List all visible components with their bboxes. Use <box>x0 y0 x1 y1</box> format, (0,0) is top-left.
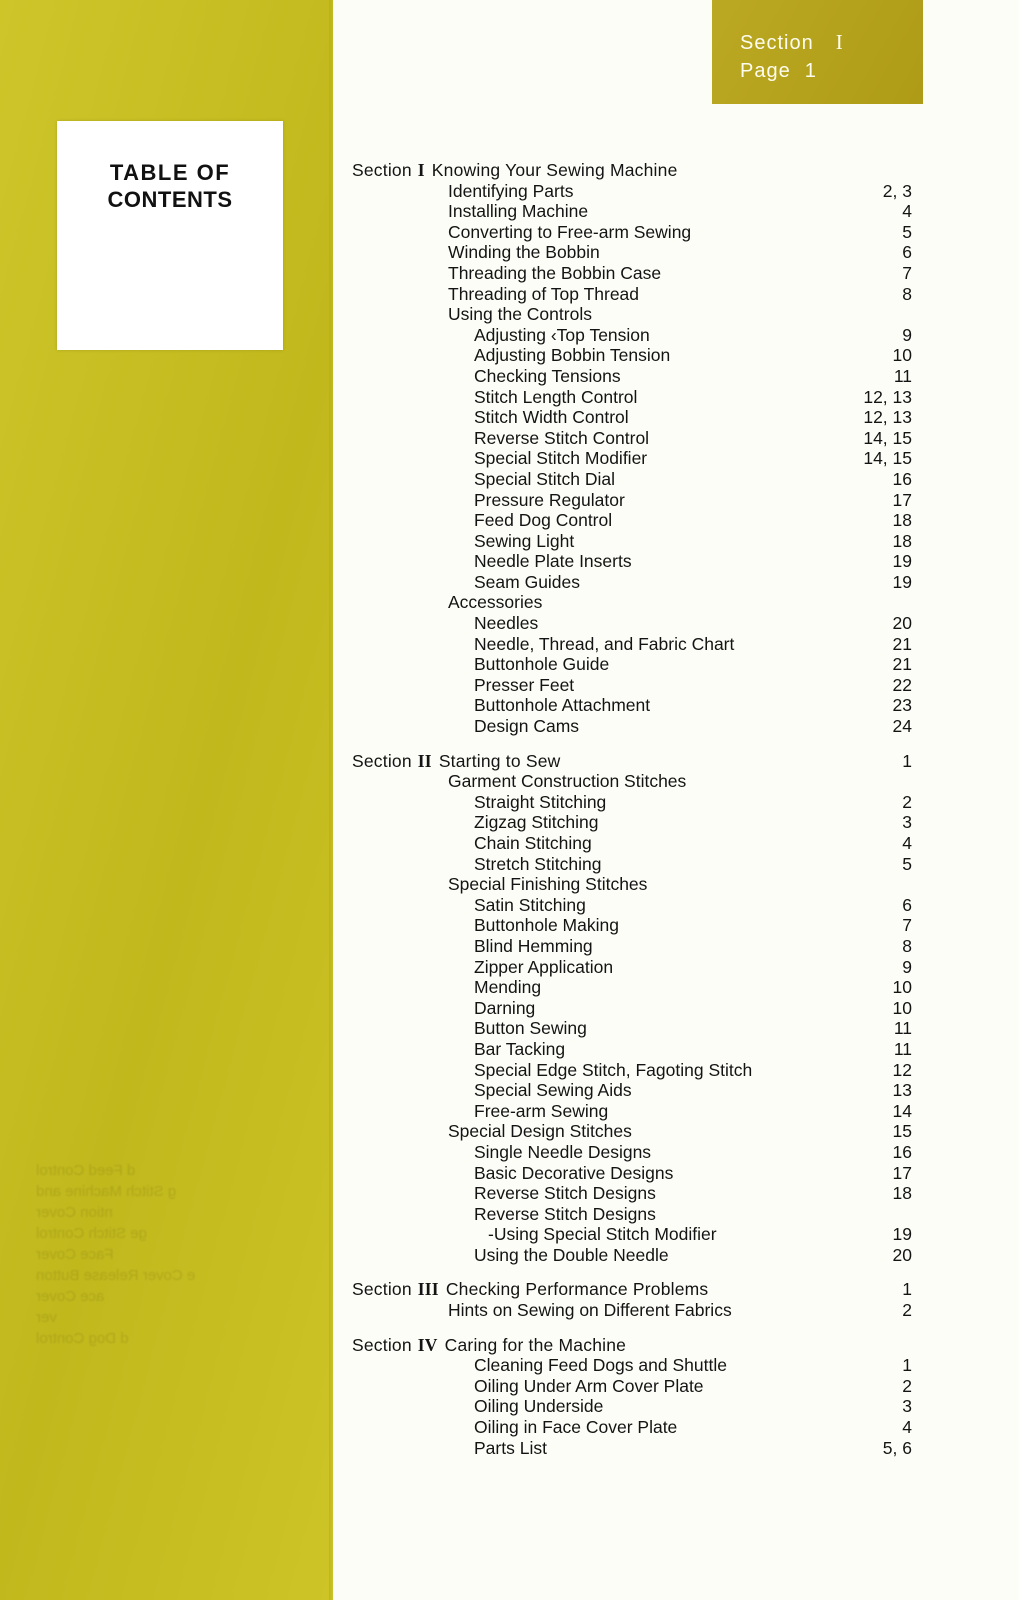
toc-entry-page-number: 22 <box>892 674 912 695</box>
dot-leader <box>597 952 896 953</box>
dot-leader <box>584 587 891 588</box>
dot-leader <box>617 972 896 973</box>
toc-entry-row[interactable] <box>352 1396 912 1417</box>
toc-entry-label: Garment Construction Stitches <box>448 771 687 792</box>
toc-entry-page-number: 18 <box>892 1183 912 1204</box>
toc-entry-row[interactable] <box>352 531 912 552</box>
toc-entry-page-number: 20 <box>892 1244 912 1265</box>
toc-entry-label: Blind Hemming <box>474 935 593 956</box>
toc-entry-label: Using the Controls <box>448 304 592 325</box>
toc-entry-page-number: 8 <box>902 935 912 956</box>
toc-entry-row[interactable] <box>352 1438 912 1459</box>
toc-entry-label: Buttonhole Guide <box>474 654 610 675</box>
toc-entry-page-number: 17 <box>892 489 912 510</box>
toc-entry-page-number: 19 <box>892 1224 912 1245</box>
toc-entry-row[interactable] <box>352 915 912 936</box>
toc-entry-label: Using the Double Needle <box>474 1244 669 1265</box>
toc-entry-row[interactable] <box>352 1417 912 1438</box>
dot-leader <box>708 1391 896 1392</box>
toc-entry-row[interactable] <box>352 1376 912 1397</box>
toc-entry-label: Parts List <box>474 1437 547 1458</box>
section-spacer <box>352 1321 912 1335</box>
toc-entry-row[interactable] <box>352 654 912 675</box>
toc-entry-label: Oiling Under Arm Cover Plate <box>474 1375 704 1396</box>
dot-leader <box>736 1316 896 1317</box>
toc-entry-label: Design Cams <box>474 716 580 737</box>
toc-entry-page-number: 14, 15 <box>863 448 912 469</box>
toc-entry-row[interactable] <box>352 1300 912 1321</box>
section-title: Caring for the Machine <box>444 1334 627 1355</box>
header-page-number: 1 <box>804 60 817 82</box>
dot-leader <box>564 766 896 767</box>
toc-entry-page-number: 18 <box>892 530 912 551</box>
toc-entry-row[interactable] <box>352 490 912 511</box>
toc-entry-row[interactable] <box>352 325 912 346</box>
toc-entry-page-number: 17 <box>892 1162 912 1183</box>
toc-entry-row[interactable] <box>352 1080 912 1101</box>
toc-entry-page-number: 19 <box>892 571 912 592</box>
toc-entry-label: -Using Special Stitch Modifier <box>488 1224 717 1245</box>
toc-entry-row[interactable] <box>352 407 912 428</box>
toc-entry-label: Special Stitch Modifier <box>474 448 648 469</box>
toc-entry-label: Special Sewing Aids <box>474 1080 632 1101</box>
toc-entry-label: Threading of Top Thread <box>448 283 640 304</box>
section-title: Checking Performance Problems <box>445 1279 709 1300</box>
toc-entry-label: Winding the Bobbin <box>448 242 600 263</box>
page-title <box>57 159 283 213</box>
dot-leader <box>542 629 890 630</box>
header-page-label: Page <box>740 60 791 82</box>
toc-entry-page-number: 4 <box>902 833 912 853</box>
section-word: Section <box>352 750 412 771</box>
toc-entry-label: Buttonhole Making <box>474 915 619 936</box>
toc-entry-label: Oiling in Face Cover Plate <box>474 1417 678 1438</box>
toc-entry-label: Stitch Width Control <box>474 407 629 428</box>
section-heading-label <box>352 160 678 181</box>
dot-leader <box>673 1260 891 1261</box>
toc-entry-label: Basic Decorative Designs <box>474 1162 674 1183</box>
toc-entry-row[interactable] <box>352 469 912 490</box>
toc-entry-label: Stitch Length Control <box>474 386 638 407</box>
section-heading-label <box>352 751 560 772</box>
toc-entry-row[interactable] <box>352 345 912 366</box>
dot-leader <box>655 1158 890 1159</box>
toc-entry-label: Special Edge Stitch, Fagoting Stitch <box>474 1059 753 1080</box>
dot-leader <box>636 1137 891 1138</box>
section-roman-numeral: IV <box>417 1334 438 1355</box>
toc-entry-row[interactable] <box>352 874 912 895</box>
toc-entry-row[interactable] <box>352 1142 912 1163</box>
toc-entry-row[interactable] <box>352 812 912 833</box>
dot-leader <box>721 1240 891 1241</box>
header-page-line <box>740 60 817 83</box>
toc-entry-row[interactable] <box>352 1018 912 1039</box>
header-section-roman: I <box>835 30 843 54</box>
dot-leader <box>577 196 880 197</box>
dot-leader <box>591 1034 892 1035</box>
dot-leader <box>712 1295 896 1296</box>
toc-entry-page-number: 24 <box>892 716 912 737</box>
toc-entry-page-number: 9 <box>902 324 912 345</box>
toc-entry-label: Accessories <box>448 592 543 613</box>
toc-entry-label: Single Needle Designs <box>474 1141 652 1162</box>
dot-leader <box>665 279 896 280</box>
toc-entry-row[interactable] <box>352 592 912 613</box>
section-heading-row[interactable] <box>352 160 912 181</box>
toc-entry-label: Needle Plate Inserts <box>474 551 632 572</box>
ghost-line: g Stitch Machine and <box>36 1183 177 1200</box>
toc-entry-row[interactable] <box>352 428 912 449</box>
toc-entry-label: Checking Tensions <box>474 365 621 386</box>
toc-entry-row[interactable] <box>352 222 912 243</box>
toc-entry-row[interactable] <box>352 510 912 531</box>
toc-entry-label: Mending <box>474 977 542 998</box>
dot-leader <box>545 993 890 994</box>
toc-entry-list <box>352 160 912 1458</box>
toc-entry-page-number: 4 <box>902 1417 912 1438</box>
toc-entry-label: Zipper Application <box>474 956 614 977</box>
dot-leader <box>610 807 896 808</box>
toc-entry-page-number: 1 <box>902 750 912 771</box>
toc-entry-page-number: 12, 13 <box>863 386 912 407</box>
ghost-line: ge Stitch Control <box>36 1225 147 1242</box>
toc-entry-label: Zigzag Stitching <box>474 812 599 833</box>
toc-entry-row[interactable] <box>352 304 912 325</box>
toc-entry-page-number: 9 <box>902 956 912 977</box>
toc-entry-page-number: 1 <box>902 1355 912 1376</box>
toc-entry-row[interactable] <box>352 448 912 469</box>
toc-entry-row[interactable] <box>352 387 912 408</box>
toc-entry-page-number: 1 <box>902 1279 912 1300</box>
toc-entry-row[interactable] <box>352 895 912 916</box>
toc-entry-row[interactable] <box>352 1163 912 1184</box>
toc-entry-page-number: 6 <box>902 894 912 915</box>
section-roman-numeral: II <box>417 750 432 771</box>
toc-entry-label: Installing Machine <box>448 201 589 222</box>
dot-leader <box>641 402 861 403</box>
ghost-line: e Cover Release Button <box>36 1267 196 1284</box>
section-title: Starting to Sew <box>438 750 561 771</box>
section-page-header-block <box>712 0 923 104</box>
dot-leader <box>612 1116 890 1117</box>
toc-entry-row[interactable] <box>352 1121 912 1142</box>
toc-entry-page-number: 23 <box>892 695 912 716</box>
toc-entry-page-number: 3 <box>902 812 912 833</box>
toc-entry-page-number: 4 <box>902 201 912 222</box>
toc-entry-page-number: 20 <box>892 613 912 634</box>
section-title: Knowing Your Sewing Machine <box>431 160 678 180</box>
dot-leader <box>633 423 862 424</box>
toc-entry-page-number: 3 <box>902 1396 912 1417</box>
toc-entry-page-number: 13 <box>892 1080 912 1101</box>
toc-entry-page-number: 14 <box>892 1100 912 1121</box>
section-heading-row[interactable] <box>352 1279 912 1300</box>
toc-entry-label: Threading the Bobbin Case <box>448 262 662 283</box>
toc-entry-label: Reverse Stitch Designs <box>474 1203 656 1224</box>
toc-entry-label: Cleaning Feed Dogs and Shuttle <box>474 1355 727 1376</box>
toc-entry-row[interactable] <box>352 366 912 387</box>
section-word: Section <box>352 160 412 180</box>
toc-entry-label: Identifying Parts <box>448 180 574 201</box>
toc-entry-page-number: 16 <box>892 468 912 489</box>
toc-entry-row[interactable] <box>352 998 912 1019</box>
toc-entry-page-number: 15 <box>892 1121 912 1142</box>
toc-entry-page-number: 2 <box>902 1300 912 1321</box>
table-of-contents-title-box <box>57 121 283 350</box>
toc-entry-row[interactable] <box>352 1060 912 1081</box>
toc-entry-page-number: 2, 3 <box>882 180 912 201</box>
section-heading-label <box>352 1335 626 1356</box>
dot-leader <box>596 849 896 850</box>
toc-entry-label: Buttonhole Attachment <box>474 695 651 716</box>
toc-entry-label: Reverse Stitch Control <box>474 427 650 448</box>
toc-entry-label: Button Sewing <box>474 1018 587 1039</box>
dot-leader <box>539 1013 890 1014</box>
toc-entry-page-number: 2 <box>902 1375 912 1396</box>
toc-entry-label: Straight Stitching <box>474 791 607 812</box>
toc-entry-label: Stretch Stitching <box>474 853 602 874</box>
toc-entry-row[interactable] <box>352 1101 912 1122</box>
section-word: Section <box>352 1279 412 1300</box>
toc-entry-row[interactable] <box>352 1039 912 1060</box>
section-heading-label <box>352 1279 708 1300</box>
toc-entry-page-number: 11 <box>893 365 912 386</box>
dot-leader <box>605 869 896 870</box>
toc-entry-label: Oiling Underside <box>474 1396 604 1417</box>
toc-entry-label: Sewing Light <box>474 530 575 551</box>
toc-entry-row[interactable] <box>352 977 912 998</box>
dot-leader <box>653 443 861 444</box>
page-title-line-2: CONTENTS <box>107 187 233 212</box>
ghost-line: ntion Cover <box>36 1204 113 1221</box>
dot-leader <box>616 526 890 527</box>
toc-entry-page-number: 2 <box>902 791 912 812</box>
ghost-line: ver <box>36 1309 57 1326</box>
dot-leader <box>613 670 890 671</box>
toc-entry-row[interactable] <box>352 284 912 305</box>
toc-entry-row[interactable] <box>352 181 912 202</box>
toc-entry-row[interactable] <box>352 551 912 572</box>
toc-entry-label: Darning <box>474 997 536 1018</box>
dot-leader <box>651 464 861 465</box>
section-word: Section <box>352 1334 412 1355</box>
dot-leader <box>731 1371 896 1372</box>
toc-entry-row[interactable] <box>352 1204 912 1225</box>
toc-entry-row[interactable] <box>352 242 912 263</box>
dot-leader <box>551 1453 881 1454</box>
section-spacer <box>352 737 912 751</box>
toc-entry-row[interactable] <box>352 1245 912 1266</box>
dot-leader <box>695 237 896 238</box>
toc-entry-page-number: 21 <box>892 633 912 654</box>
toc-entry-page-number: 11 <box>893 1038 912 1059</box>
page-title-line-1: TABLE OF <box>109 160 231 185</box>
toc-entry-page-number: 7 <box>902 262 912 283</box>
ghost-line: d Feed Control <box>36 1162 136 1179</box>
section-roman-numeral: I <box>417 160 425 180</box>
header-section-line <box>740 30 843 55</box>
toc-entry-label: Free-arm Sewing <box>474 1100 609 1121</box>
toc-entry-label: Feed Dog Control <box>474 510 613 531</box>
dot-leader <box>636 567 891 568</box>
toc-entry-row[interactable] <box>352 1183 912 1204</box>
toc-entry-page-number: 10 <box>892 997 912 1018</box>
toc-entry-label: Needles <box>474 613 539 634</box>
toc-entry-label: Seam Guides <box>474 571 581 592</box>
dot-leader <box>578 546 890 547</box>
dot-leader <box>604 258 896 259</box>
toc-entry-label: Satin Stitching <box>474 894 586 915</box>
dot-leader <box>654 340 896 341</box>
toc-entry-label: Chain Stitching <box>474 833 592 853</box>
toc-entry-label: Pressure Regulator <box>474 489 625 510</box>
toc-entry-page-number: 18 <box>892 510 912 531</box>
toc-entry-row[interactable] <box>352 695 912 716</box>
toc-entry-row[interactable] <box>352 634 912 655</box>
dot-leader <box>654 711 890 712</box>
toc-entry-row[interactable] <box>352 957 912 978</box>
toc-entry-row[interactable] <box>352 716 912 737</box>
toc-entry-label: Special Stitch Dial <box>474 468 616 489</box>
toc-entry-label: Special Finishing Stitches <box>448 874 648 895</box>
dot-leader <box>625 382 892 383</box>
ghost-line: ace Cover <box>36 1288 105 1305</box>
toc-entry-row[interactable] <box>352 1355 912 1376</box>
toc-entry-page-number: 12, 13 <box>863 407 912 428</box>
toc-entry-row[interactable] <box>352 572 912 593</box>
dot-leader <box>738 649 890 650</box>
toc-entry-row[interactable] <box>352 613 912 634</box>
section-heading-row[interactable] <box>352 1335 912 1356</box>
header-section-label: Section <box>740 32 814 54</box>
section-heading-row[interactable] <box>352 751 912 772</box>
toc-entry-page-number: 14, 15 <box>863 427 912 448</box>
toc-entry-page-number: 5, 6 <box>882 1437 912 1458</box>
toc-entry-row[interactable] <box>352 1224 912 1245</box>
dot-leader <box>636 1096 891 1097</box>
toc-entry-row[interactable] <box>352 263 912 284</box>
dot-leader <box>623 931 896 932</box>
dot-leader <box>583 732 890 733</box>
toc-entry-page-number: 5 <box>902 221 912 242</box>
section-roman-numeral: III <box>417 1279 439 1300</box>
toc-entry-page-number: 10 <box>892 345 912 366</box>
dot-leader <box>619 485 890 486</box>
toc-entry-page-number: 8 <box>902 283 912 304</box>
toc-entry-page-number: 21 <box>892 654 912 675</box>
toc-entry-row[interactable] <box>352 771 912 792</box>
toc-entry-page-number: 5 <box>902 853 912 874</box>
toc-entry-page-number: 19 <box>892 551 912 572</box>
toc-entry-row[interactable] <box>352 201 912 222</box>
dot-leader <box>592 217 896 218</box>
dot-leader <box>629 505 891 506</box>
toc-entry-label: Adjusting Bobbin Tension <box>474 345 671 366</box>
dot-leader <box>660 1199 891 1200</box>
dot-leader <box>590 910 896 911</box>
ghost-line: Face Cover <box>36 1246 114 1263</box>
dot-leader <box>677 1178 890 1179</box>
dot-leader <box>607 1412 896 1413</box>
toc-entry-label: Adjusting ‹Top Tension <box>474 324 650 345</box>
toc-entry-label: Special Design Stitches <box>448 1121 632 1142</box>
toc-entry-row[interactable] <box>352 833 912 854</box>
dot-leader <box>603 828 896 829</box>
section-spacer <box>352 1265 912 1279</box>
dot-leader <box>578 690 890 691</box>
dot-leader <box>569 1055 892 1056</box>
toc-entry-page-number: 10 <box>892 977 912 998</box>
dot-leader <box>756 1075 890 1076</box>
toc-entry-page-number: 11 <box>893 1018 912 1039</box>
toc-entry-label: Bar Tacking <box>474 1038 566 1059</box>
toc-entry-row[interactable] <box>352 792 912 813</box>
toc-entry-row[interactable] <box>352 854 912 875</box>
toc-entry-row[interactable] <box>352 936 912 957</box>
bleed-through-ghost-text <box>0 1160 333 1349</box>
toc-entry-label: Converting to Free-arm Sewing <box>448 221 692 242</box>
toc-entry-page-number: 16 <box>892 1141 912 1162</box>
dot-leader <box>681 1433 896 1434</box>
toc-entry-label: Reverse Stitch Designs <box>474 1183 656 1204</box>
toc-entry-page-number: 12 <box>892 1059 912 1080</box>
toc-entry-row[interactable] <box>352 675 912 696</box>
toc-entry-label: Hints on Sewing on Different Fabrics <box>448 1300 732 1321</box>
toc-entry-label: Needle, Thread, and Fabric Chart <box>474 633 735 654</box>
dot-leader <box>674 361 890 362</box>
toc-entry-label: Presser Feet <box>474 674 575 695</box>
ghost-line: d Dog Control <box>36 1330 129 1347</box>
toc-entry-page-number: 6 <box>902 242 912 263</box>
dot-leader <box>643 299 896 300</box>
toc-entry-page-number: 7 <box>902 915 912 936</box>
